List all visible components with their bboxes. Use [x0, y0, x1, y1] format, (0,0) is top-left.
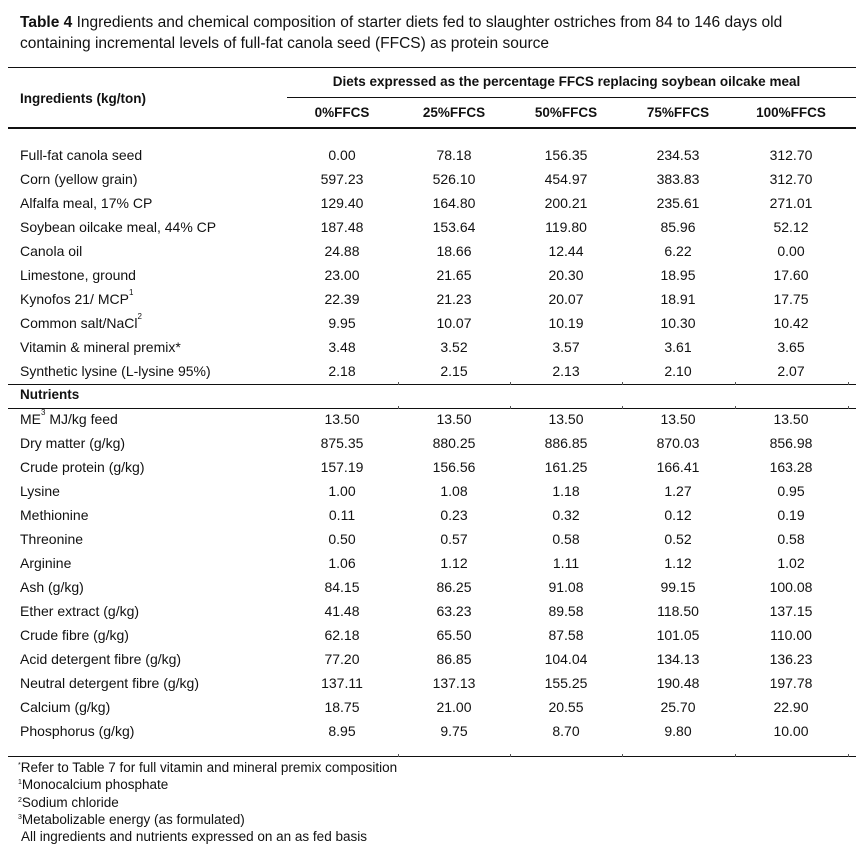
- table-cell: 2.10: [664, 363, 692, 379]
- table-cell: 1.08: [440, 483, 468, 499]
- bottom-rule: [8, 756, 856, 757]
- row-label: [20, 651, 181, 667]
- table-row: [0, 507, 863, 531]
- group-rule: [287, 97, 856, 98]
- table-cell: 20.07: [548, 291, 584, 307]
- table-cell: 0.52: [664, 531, 692, 547]
- column-tick: [848, 754, 849, 757]
- footnote: [18, 776, 168, 793]
- table-cell: 0.57: [440, 531, 468, 547]
- table-cell: 18.66: [436, 243, 472, 259]
- row-label-text: Common salt/NaCl: [20, 315, 138, 331]
- column-tick: [735, 382, 736, 385]
- table-row: [0, 288, 863, 315]
- footnote-marker: *: [18, 762, 21, 769]
- table-cell: 3.57: [552, 339, 580, 355]
- footnote-text: Metabolizable energy (as formulated): [21, 811, 245, 827]
- column-tick: [398, 406, 399, 409]
- table-cell: 0.32: [552, 507, 580, 523]
- row-label: [20, 363, 211, 379]
- footnote-marker: 3: [18, 813, 22, 821]
- table-cell: 10.19: [548, 315, 584, 331]
- row-label-text: Lysine: [20, 483, 60, 499]
- column-header: 50%FFCS: [534, 105, 598, 120]
- footnote-marker: 2: [18, 796, 22, 804]
- footnote-marker: 3: [41, 408, 46, 417]
- table-cell: 41.48: [324, 603, 360, 619]
- row-label: [20, 531, 83, 547]
- table-row: [0, 171, 863, 195]
- row-label-text: Synthetic lysine (L-lysine 95%): [20, 363, 211, 379]
- row-label: [20, 267, 136, 283]
- table-cell: 52.12: [773, 219, 809, 235]
- row-label-text: Ether extract (g/kg): [20, 603, 140, 619]
- row-label: [20, 723, 134, 739]
- table-cell: 13.50: [660, 411, 696, 427]
- table-cell: 870.03: [656, 435, 700, 451]
- section-rule: [8, 384, 856, 385]
- table-cell: 156.56: [432, 459, 476, 475]
- footnote-marker: 2: [137, 312, 142, 321]
- nutrients-heading: Nutrients: [20, 387, 80, 402]
- table-cell: 197.78: [769, 675, 813, 691]
- row-label: [20, 243, 82, 259]
- table-cell: 0.95: [777, 483, 805, 499]
- table-cell: 1.06: [328, 555, 356, 571]
- column-tick: [848, 382, 849, 385]
- table-cell: 2.13: [552, 363, 580, 379]
- column-tick: [510, 406, 511, 409]
- row-label: [20, 483, 60, 499]
- row-label: [20, 147, 142, 163]
- table-cell: 17.75: [773, 291, 809, 307]
- table-cell: 2.18: [328, 363, 356, 379]
- table-cell: 119.80: [545, 219, 587, 235]
- footnote-text: Sodium chloride: [21, 794, 119, 810]
- table-cell: 0.00: [777, 243, 805, 259]
- table-row: [0, 483, 863, 507]
- row-header: Ingredients (kg/ton): [20, 91, 146, 106]
- row-label-text: Phosphorus (g/kg): [20, 723, 135, 739]
- column-header: 75%FFCS: [646, 105, 710, 120]
- row-label-text: Crude protein (g/kg): [20, 459, 145, 475]
- footnote-text: Monocalcium phosphate: [21, 777, 169, 793]
- column-header: 100%FFCS: [756, 105, 826, 120]
- table-cell: 118.50: [657, 603, 699, 619]
- table-row: [0, 243, 863, 267]
- table-cell: 13.50: [324, 411, 360, 427]
- table-cell: 77.20: [324, 651, 360, 667]
- table-cell: 104.04: [544, 651, 588, 667]
- table-cell: 0.00: [328, 147, 356, 163]
- row-label-text: Ash (g/kg): [20, 579, 84, 595]
- row-label-text: Alfalfa meal, 17% CP: [20, 195, 153, 211]
- table-cell: 1.11: [552, 555, 580, 571]
- row-label: [20, 459, 145, 475]
- table-cell: 875.35: [320, 435, 364, 451]
- column-header: 0%FFCS: [314, 105, 370, 120]
- column-tick: [510, 754, 511, 757]
- table-row: [0, 723, 863, 747]
- table-cell: 17.60: [773, 267, 809, 283]
- group-header: Diets expressed as the percentage FFCS replacing soybean oilcake meal: [332, 74, 801, 89]
- header-rule: [8, 127, 856, 129]
- table-row: [0, 339, 863, 363]
- table-cell: 190.48: [656, 675, 700, 691]
- row-label-suffix: MJ/kg feed: [45, 411, 118, 427]
- table-cell: 157.19: [320, 459, 364, 475]
- footnote: [18, 759, 397, 776]
- table-cell: 129.40: [320, 195, 364, 211]
- table-cell: 10.07: [436, 315, 472, 331]
- table-cell: 153.64: [432, 219, 476, 235]
- row-label: [20, 699, 110, 715]
- row-label: [20, 171, 137, 187]
- row-label-text: Crude fibre (g/kg): [20, 627, 129, 643]
- table-row: [0, 195, 863, 219]
- table-cell: 166.41: [656, 459, 700, 475]
- table-cell: 25.70: [660, 699, 696, 715]
- row-label-text: Calcium (g/kg): [20, 699, 111, 715]
- table-cell: 2.15: [440, 363, 468, 379]
- footnote-text: All ingredients and nutrients expressed on an as fed basis: [21, 829, 367, 845]
- table-cell: 18.75: [324, 699, 360, 715]
- row-label-text: ME: [20, 411, 41, 427]
- row-label: [20, 219, 216, 235]
- table-cell: 0.23: [440, 507, 468, 523]
- row-label-text: Limestone, ground: [20, 267, 136, 283]
- top-rule: [8, 67, 856, 68]
- table-cell: 886.85: [544, 435, 588, 451]
- table-cell: 3.52: [440, 339, 468, 355]
- column-tick: [735, 406, 736, 409]
- table-cell: 85.96: [660, 219, 696, 235]
- table-cell: 3.61: [664, 339, 692, 355]
- table-cell: 21.00: [436, 699, 472, 715]
- table-cell: 86.25: [436, 579, 472, 595]
- footnote-marker: 1: [128, 288, 134, 297]
- row-label-text: Methionine: [20, 507, 89, 523]
- table-cell: 383.83: [656, 171, 700, 187]
- table-cell: 1.02: [777, 555, 805, 571]
- table-cell: 9.95: [328, 315, 356, 331]
- table-cell: 13.50: [773, 411, 809, 427]
- table-cell: 12.44: [548, 243, 584, 259]
- row-label: [20, 435, 125, 451]
- table-cell: 84.15: [324, 579, 360, 595]
- table-cell: 78.18: [436, 147, 472, 163]
- table-cell: 20.55: [548, 699, 584, 715]
- row-label: [20, 603, 139, 619]
- table-cell: 63.23: [436, 603, 472, 619]
- table-cell: 1.18: [552, 483, 580, 499]
- table-cell: 18.95: [660, 267, 696, 283]
- row-label-text: Neutral detergent fibre (g/kg): [20, 675, 199, 691]
- table-cell: 0.58: [552, 531, 580, 547]
- table-cell: 101.05: [656, 627, 700, 643]
- footnote: [18, 794, 119, 811]
- table-row: [0, 312, 863, 339]
- row-label-text: Threonine: [20, 531, 84, 547]
- table-row: [0, 219, 863, 243]
- table-cell: 454.97: [544, 171, 588, 187]
- table-cell: 21.65: [436, 267, 472, 283]
- table-cell: 20.30: [548, 267, 584, 283]
- table-cell: 21.23: [436, 291, 472, 307]
- nutrients-rule: [8, 408, 856, 409]
- table-cell: 161.25: [544, 459, 588, 475]
- table-row: [0, 579, 863, 603]
- table-cell: 0.50: [328, 531, 356, 547]
- row-label: [20, 408, 118, 427]
- row-label: [20, 339, 181, 355]
- table-row: [0, 459, 863, 483]
- table-cell: 526.10: [432, 171, 476, 187]
- table-cell: 9.75: [440, 723, 468, 739]
- row-label-text: Arginine: [20, 555, 72, 571]
- table-cell: 187.48: [320, 219, 364, 235]
- table-cell: 99.15: [660, 579, 696, 595]
- table-row: [0, 435, 863, 459]
- footnote: [21, 828, 367, 845]
- column-tick: [848, 406, 849, 409]
- table-cell: 200.21: [544, 195, 588, 211]
- table-cell: 89.58: [548, 603, 584, 619]
- table-cell: 18.91: [660, 291, 696, 307]
- table-cell: 62.18: [324, 627, 360, 643]
- table-row: [0, 651, 863, 675]
- column-tick: [622, 382, 623, 385]
- table-row: [0, 147, 863, 171]
- row-label-text: Acid detergent fibre (g/kg): [20, 651, 182, 667]
- table-cell: 235.61: [656, 195, 700, 211]
- table-cell: 3.48: [328, 339, 356, 355]
- table-cell: 1.00: [328, 483, 356, 499]
- row-label-text: Corn (yellow grain): [20, 171, 138, 187]
- table-cell: 8.70: [552, 723, 580, 739]
- table-cell: 312.70: [769, 171, 813, 187]
- table-cell: 0.12: [664, 507, 692, 523]
- table-row: [0, 627, 863, 651]
- table-cell: 110.00: [770, 627, 812, 643]
- table-cell: 271.01: [769, 195, 813, 211]
- table-cell: 10.42: [773, 315, 809, 331]
- table-cell: 22.90: [773, 699, 809, 715]
- table-cell: 100.08: [769, 579, 813, 595]
- column-tick: [622, 406, 623, 409]
- table-cell: 164.80: [432, 195, 476, 211]
- table-cell: 65.50: [436, 627, 472, 643]
- caption-text: Ingredients and chemical composition of starter diets fed to slaughter ostriches from 84 to 146 days old containing incremental levels of full-fat canola seed (FFCS) as protein source: [20, 14, 783, 52]
- table-cell: 6.22: [664, 243, 692, 259]
- column-header: 25%FFCS: [422, 105, 486, 120]
- table-cell: 22.39: [324, 291, 360, 307]
- column-tick: [398, 382, 399, 385]
- row-label: [20, 627, 129, 643]
- table-cell: 13.50: [548, 411, 584, 427]
- table-cell: 91.08: [548, 579, 584, 595]
- table-cell: 87.58: [548, 627, 584, 643]
- column-tick: [398, 754, 399, 757]
- row-label: [20, 195, 152, 211]
- column-tick: [622, 754, 623, 757]
- table-row: [0, 699, 863, 723]
- table-cell: 156.35: [544, 147, 588, 163]
- row-label-text: Vitamin & mineral premix*: [20, 339, 181, 355]
- table-cell: 24.88: [324, 243, 360, 259]
- footnote-marker: 1: [18, 779, 22, 787]
- table-row: [0, 408, 863, 435]
- row-label-text: Dry matter (g/kg): [20, 435, 126, 451]
- column-tick: [510, 382, 511, 385]
- table-cell: 137.13: [432, 675, 476, 691]
- row-label: [20, 555, 71, 571]
- table-cell: 880.25: [432, 435, 476, 451]
- row-label: [20, 675, 199, 691]
- table-row: [0, 531, 863, 555]
- table-cell: 0.58: [777, 531, 805, 547]
- table-cell: 23.00: [324, 267, 360, 283]
- table-cell: 1.12: [440, 555, 468, 571]
- table-cell: 137.11: [321, 675, 363, 691]
- table-caption: [20, 12, 850, 54]
- table-cell: 86.85: [436, 651, 472, 667]
- table-row: [0, 603, 863, 627]
- table-cell: 13.50: [436, 411, 472, 427]
- row-label: [20, 579, 84, 595]
- table-cell: 597.23: [320, 171, 364, 187]
- table-cell: 2.07: [777, 363, 805, 379]
- table-cell: 134.13: [656, 651, 700, 667]
- table-cell: 312.70: [769, 147, 813, 163]
- table-number: Table 4: [20, 14, 73, 31]
- table-cell: 1.27: [664, 483, 692, 499]
- table-cell: 1.12: [664, 555, 692, 571]
- table-cell: 234.53: [656, 147, 700, 163]
- table-row: [0, 675, 863, 699]
- row-label-text: Kynofos 21/ MCP: [20, 291, 129, 307]
- table-cell: 8.95: [328, 723, 356, 739]
- row-label-text: Full-fat canola seed: [20, 147, 143, 163]
- footnote: [18, 811, 245, 828]
- table-cell: 3.65: [777, 339, 805, 355]
- table-row: [0, 555, 863, 579]
- table-cell: 137.15: [769, 603, 813, 619]
- table-cell: 856.98: [769, 435, 813, 451]
- table-cell: 155.25: [544, 675, 588, 691]
- table-cell: 0.11: [328, 507, 356, 523]
- table-cell: 9.80: [664, 723, 692, 739]
- row-label-text: Canola oil: [20, 243, 83, 259]
- footnote-text: Refer to Table 7 for full vitamin and mineral premix composition: [20, 760, 398, 775]
- row-label-text: Soybean oilcake meal, 44% CP: [20, 219, 217, 235]
- table-cell: 0.19: [777, 507, 805, 523]
- table-cell: 10.00: [773, 723, 809, 739]
- row-label: [20, 288, 134, 307]
- row-label: [20, 312, 142, 331]
- table-cell: 136.23: [769, 651, 813, 667]
- column-tick: [735, 754, 736, 757]
- row-label: [20, 507, 89, 523]
- table-cell: 163.28: [769, 459, 813, 475]
- table-cell: 10.30: [660, 315, 696, 331]
